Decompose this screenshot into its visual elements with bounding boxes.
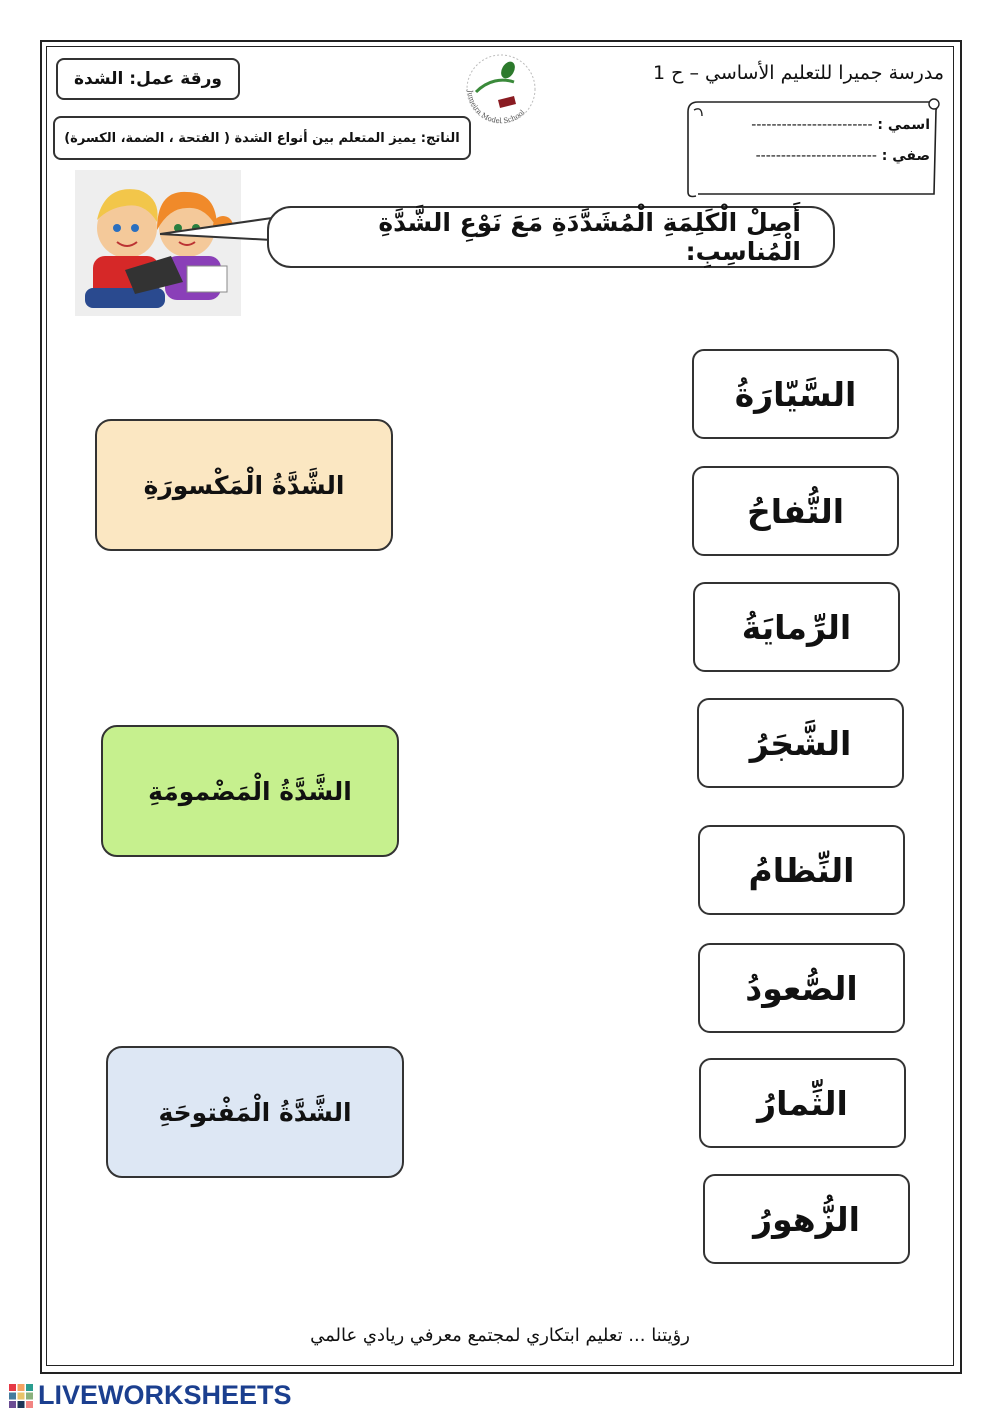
category-kasra-card[interactable]: الشَّدَّةُ الْمَكْسورَةِ — [95, 419, 393, 551]
vision-footer: رؤيتنا ... تعليم ابتكاري لمجتمع معرفي ريادي عالمي — [310, 1325, 690, 1346]
word-card[interactable]: الرِّمايَةُ — [693, 582, 900, 672]
word-card[interactable]: الزُّهورُ — [703, 1174, 910, 1264]
name-field[interactable] — [690, 117, 930, 133]
category-damma-card[interactable]: الشَّدَّةُ الْمَضْمومَةِ — [101, 725, 399, 857]
school-name: مدرسة جميرا للتعليم الأساسي – ح 1 — [653, 62, 944, 84]
name-label: اسمي : — [877, 117, 930, 133]
instruction-bubble: أَصِلْ الْكَلِمَةِ الْمُشَدَّدَةِ مَعَ نَوْعِ الشَّدَّةِ الْمُناسِبِ: — [267, 206, 835, 268]
word-card[interactable]: الشَّجَرُ — [697, 698, 904, 788]
name-line: ------------------------ — [751, 117, 873, 133]
brand-text: LIVEWORKSHEETS — [38, 1380, 292, 1410]
learning-outcome: الناتج: يميز المتعلم بين أنواع الشدة ( الفتحة ، الضمة، الكسرة) — [53, 116, 471, 160]
school-logo — [458, 52, 544, 126]
class-label: صفي : — [881, 148, 930, 164]
class-line: ------------------------ — [755, 148, 877, 164]
worksheet-title: ورقة عمل: الشدة — [56, 58, 240, 100]
liveworksheets-brand[interactable] — [8, 1380, 292, 1411]
speech-tail — [160, 214, 272, 246]
word-card[interactable]: التُّفاحُ — [692, 466, 899, 556]
word-card[interactable]: الصُّعودُ — [698, 943, 905, 1033]
word-card[interactable]: السَّيّارَةُ — [692, 349, 899, 439]
svg-text:Jumeira Model School — [466, 89, 527, 125]
name-scroll — [684, 96, 944, 198]
logo-text: Jumeira Model School — [465, 89, 527, 126]
word-card[interactable]: الثِّمارُ — [699, 1058, 906, 1148]
category-fatha-card[interactable]: الشَّدَّةُ الْمَفْتوحَةِ — [106, 1046, 404, 1178]
class-field[interactable] — [690, 148, 930, 164]
liveworksheets-logo-icon — [8, 1383, 34, 1409]
word-card[interactable]: النِّظامُ — [698, 825, 905, 915]
